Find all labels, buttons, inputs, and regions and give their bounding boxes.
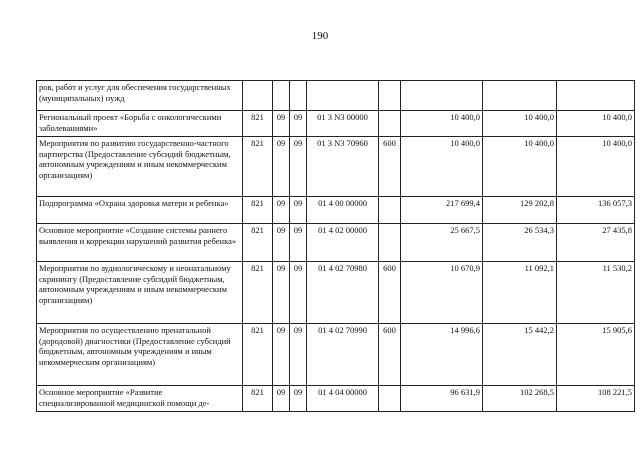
- ministry-code: 821: [243, 224, 273, 262]
- expense-type-code: 600: [379, 324, 401, 386]
- section-code: 09: [273, 137, 290, 197]
- expense-type-code: 600: [379, 262, 401, 324]
- section-code: 09: [273, 324, 290, 386]
- ministry-code: [243, 81, 273, 111]
- amount-year-3: 108 221,5: [557, 386, 635, 412]
- subsection-code: 09: [290, 386, 307, 412]
- target-article-code: 01 4 02 70990: [307, 324, 379, 386]
- expense-type-code: [379, 81, 401, 111]
- section-code: 09: [273, 111, 290, 137]
- amount-year-1: 25 667,5: [401, 224, 483, 262]
- row-name: Мероприятия по развитию государственно-частного партнерства (Предоставление субсидий бюджетным, автономным учреждениям и иным некоммерческим организациям): [37, 137, 243, 197]
- amount-year-1: 217 699,4: [401, 197, 483, 224]
- row-name: Основное мероприятие «Создание системы раннего выявления и коррекции нарушений развития ребенка»: [37, 224, 243, 262]
- expense-type-code: 600: [379, 137, 401, 197]
- amount-year-3: 11 530,2: [557, 262, 635, 324]
- target-article-code: 01 4 04 00000: [307, 386, 379, 412]
- table-row: [37, 197, 635, 224]
- amount-year-3: [557, 81, 635, 111]
- row-name: ров, работ и услуг для обеспечения государственных (муниципальных) нужд: [37, 81, 243, 111]
- subsection-code: [290, 81, 307, 111]
- amount-year-2: 11 092,1: [483, 262, 557, 324]
- amount-year-2: [483, 81, 557, 111]
- ministry-code: 821: [243, 137, 273, 197]
- table-row: [37, 224, 635, 262]
- subsection-code: 09: [290, 197, 307, 224]
- section-code: 09: [273, 197, 290, 224]
- section-code: 09: [273, 262, 290, 324]
- table-row: [37, 111, 635, 137]
- subsection-code: 09: [290, 137, 307, 197]
- amount-year-2: 26 534,3: [483, 224, 557, 262]
- amount-year-2: 15 442,2: [483, 324, 557, 386]
- amount-year-1: 14 996,6: [401, 324, 483, 386]
- target-article-code: 01 4 00 00000: [307, 197, 379, 224]
- row-name: Мероприятия по осуществлению пренатальной (дородовой) диагностики (Предоставление субсидий бюджетным, автономным учреждениям и иным некоммерческим организациям): [37, 324, 243, 386]
- amount-year-2: 129 202,8: [483, 197, 557, 224]
- ministry-code: 821: [243, 386, 273, 412]
- amount-year-1: 10 400,0: [401, 137, 483, 197]
- ministry-code: 821: [243, 197, 273, 224]
- amount-year-3: 15 905,6: [557, 324, 635, 386]
- subsection-code: 09: [290, 324, 307, 386]
- amount-year-3: 10 400,0: [557, 137, 635, 197]
- target-article-code: 01 3 N3 70960: [307, 137, 379, 197]
- table-row: [37, 324, 635, 386]
- table-row: [37, 386, 635, 412]
- expense-type-code: [379, 386, 401, 412]
- amount-year-1: [401, 81, 483, 111]
- amount-year-2: 10 400,0: [483, 111, 557, 137]
- ministry-code: 821: [243, 262, 273, 324]
- row-name: Мероприятия по аудиологическому и неонатальному скринингу (Предоставление субсидий бюджетным, автономным учреждениям и иным некоммерческим организациям): [37, 262, 243, 324]
- table-row: [37, 262, 635, 324]
- amount-year-2: 102 268,5: [483, 386, 557, 412]
- table-body: [37, 81, 635, 412]
- table-row: [37, 137, 635, 197]
- amount-year-1: 96 631,9: [401, 386, 483, 412]
- subsection-code: 09: [290, 224, 307, 262]
- subsection-code: 09: [290, 262, 307, 324]
- ministry-code: 821: [243, 324, 273, 386]
- section-code: [273, 81, 290, 111]
- ministry-code: 821: [243, 111, 273, 137]
- amount-year-3: 27 435,8: [557, 224, 635, 262]
- expense-type-code: [379, 224, 401, 262]
- amount-year-2: 10 400,0: [483, 137, 557, 197]
- target-article-code: [307, 81, 379, 111]
- table-row: [37, 81, 635, 111]
- target-article-code: 01 4 02 00000: [307, 224, 379, 262]
- row-name: Подпрограмма «Охрана здоровья матери и ребенка»: [37, 197, 243, 224]
- amount-year-3: 136 057,3: [557, 197, 635, 224]
- section-code: 09: [273, 386, 290, 412]
- row-name: Основное мероприятие «Развитие специализированной медицинской помощи де-: [37, 386, 243, 412]
- amount-year-1: 10 400,0: [401, 111, 483, 137]
- section-code: 09: [273, 224, 290, 262]
- amount-year-3: 10 400,0: [557, 111, 635, 137]
- budget-table: [36, 80, 635, 412]
- expense-type-code: [379, 111, 401, 137]
- amount-year-1: 10 670,9: [401, 262, 483, 324]
- row-name: Региональный проект «Борьба с онкологическими заболеваниями»: [37, 111, 243, 137]
- subsection-code: 09: [290, 111, 307, 137]
- target-article-code: 01 3 N3 00000: [307, 111, 379, 137]
- target-article-code: 01 4 02 70980: [307, 262, 379, 324]
- page-number: 190: [311, 30, 329, 42]
- expense-type-code: [379, 197, 401, 224]
